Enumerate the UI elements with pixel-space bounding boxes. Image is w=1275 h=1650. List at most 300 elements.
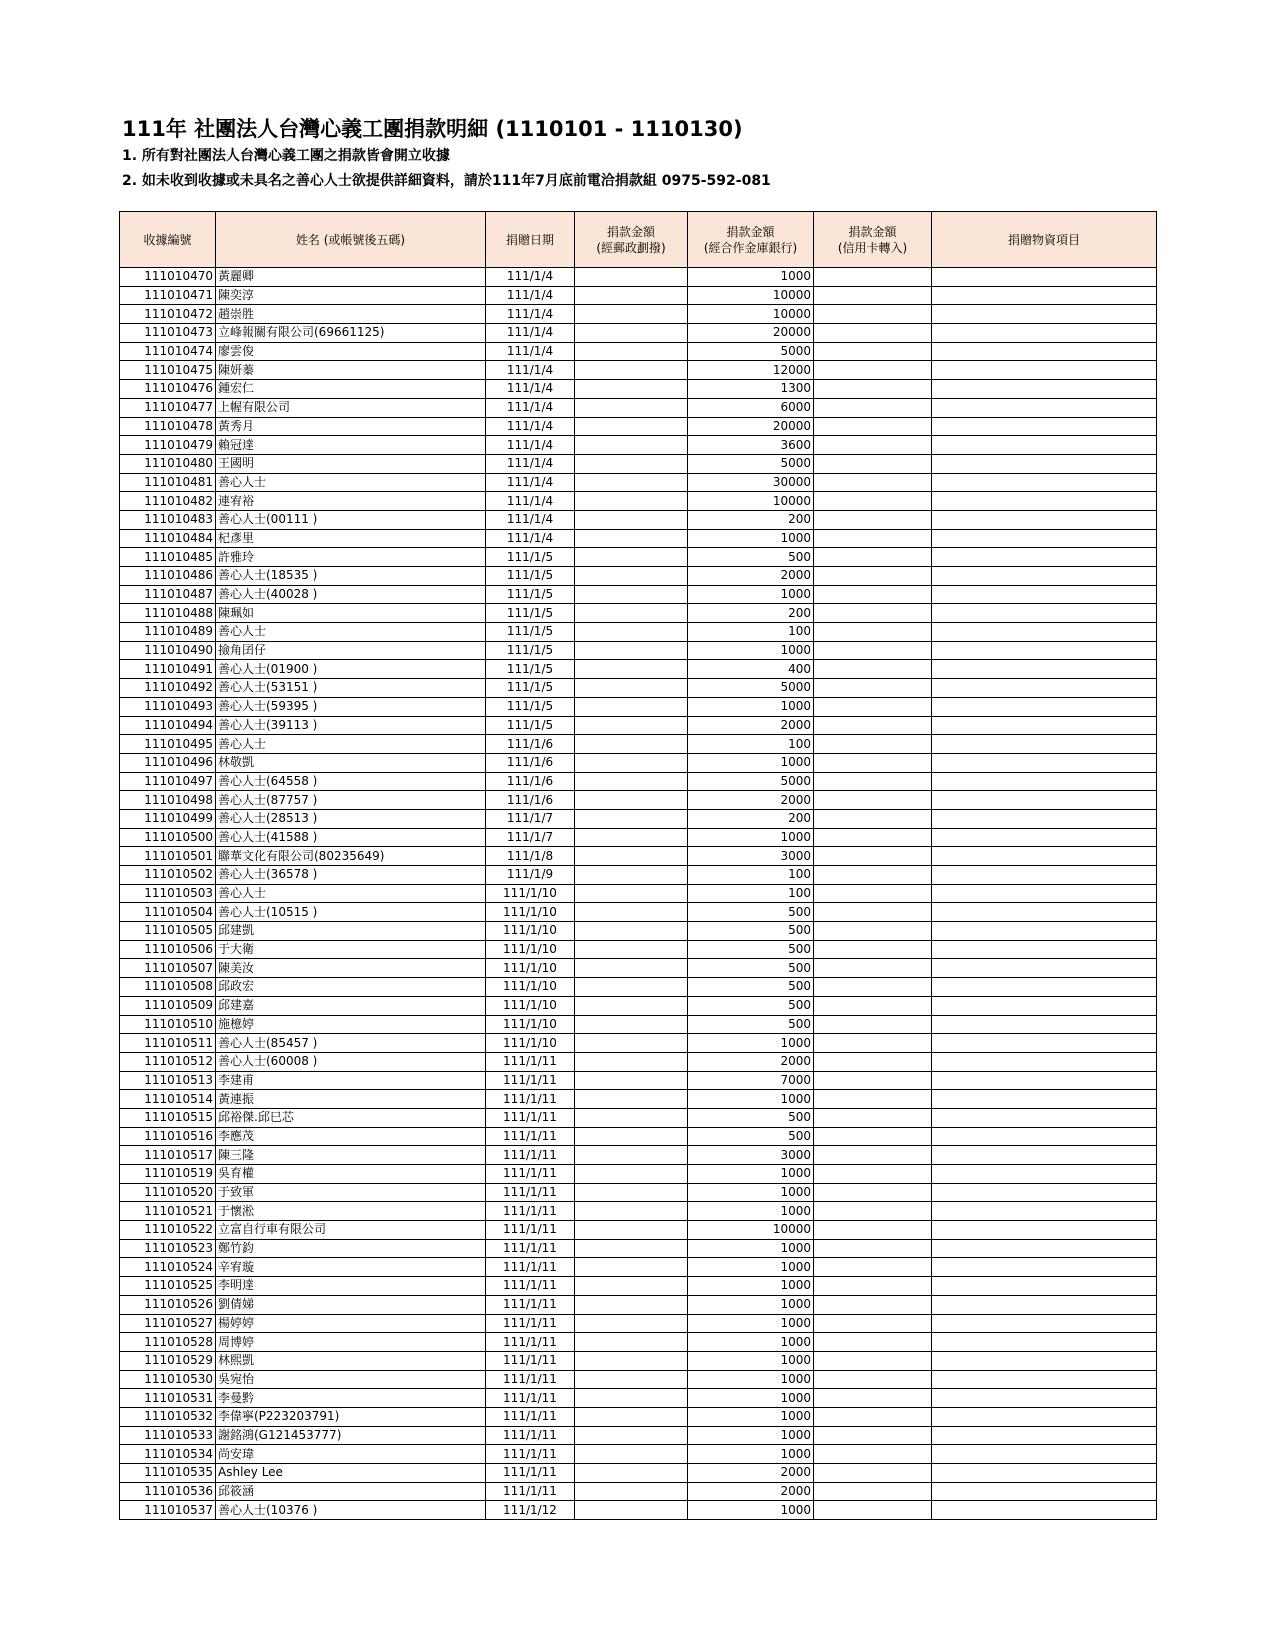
cell-goods: [932, 454, 1157, 473]
cell-amount-postal: [575, 922, 688, 941]
cell-date: 111/1/4: [486, 268, 575, 287]
cell-goods: [932, 940, 1157, 959]
cell-date: 111/1/5: [486, 716, 575, 735]
cell-receipt-no: 111010494: [120, 716, 216, 735]
cell-date: 111/1/11: [486, 1482, 575, 1501]
cell-date: 111/1/5: [486, 641, 575, 660]
cell-amount-credit-card: [814, 604, 932, 623]
cell-goods: [932, 324, 1157, 343]
table-row: [120, 1277, 1157, 1296]
cell-amount-credit-card: [814, 735, 932, 754]
cell-amount-postal: [575, 828, 688, 847]
table-row: [120, 1034, 1157, 1053]
cell-date: 111/1/6: [486, 753, 575, 772]
cell-date: 111/1/11: [486, 1221, 575, 1240]
cell-amount-postal: [575, 1501, 688, 1520]
cell-receipt-no: 111010481: [120, 473, 216, 492]
cell-name: 陳奕淳: [216, 286, 486, 305]
cell-receipt-no: 111010517: [120, 1146, 216, 1165]
table-row: [120, 324, 1157, 343]
cell-amount-credit-card: [814, 809, 932, 828]
cell-amount-credit-card: [814, 268, 932, 287]
cell-amount-credit-card: [814, 1127, 932, 1146]
cell-amount-credit-card: [814, 697, 932, 716]
cell-amount-credit-card: [814, 1482, 932, 1501]
cell-amount-bank: 1000: [688, 1277, 814, 1296]
cell-amount-bank: 1000: [688, 697, 814, 716]
table-row: [120, 604, 1157, 623]
table-row: [120, 492, 1157, 511]
cell-name: 楊婷婷: [216, 1314, 486, 1333]
cell-name: 善心人士(53151 ): [216, 679, 486, 698]
cell-amount-bank: 100: [688, 866, 814, 885]
cell-goods: [932, 1389, 1157, 1408]
cell-amount-bank: 3000: [688, 847, 814, 866]
cell-date: 111/1/5: [486, 604, 575, 623]
cell-date: 111/1/11: [486, 1127, 575, 1146]
cell-name: 善心人士(18535 ): [216, 567, 486, 586]
cell-date: 111/1/4: [486, 510, 575, 529]
cell-amount-bank: 500: [688, 1108, 814, 1127]
cell-receipt-no: 111010525: [120, 1277, 216, 1296]
cell-date: 111/1/11: [486, 1090, 575, 1109]
table-row: [120, 772, 1157, 791]
cell-name: 立富自行車有限公司: [216, 1221, 486, 1240]
cell-amount-postal: [575, 1052, 688, 1071]
cell-receipt-no: 111010488: [120, 604, 216, 623]
cell-receipt-no: 111010495: [120, 735, 216, 754]
table-row: [120, 1146, 1157, 1165]
table-row: [120, 567, 1157, 586]
cell-amount-bank: 10000: [688, 492, 814, 511]
table-row: [120, 268, 1157, 287]
cell-name: 謝銘鴻(G121453777): [216, 1426, 486, 1445]
cell-amount-credit-card: [814, 1258, 932, 1277]
cell-name: 賴冠達: [216, 436, 486, 455]
table-row: [120, 922, 1157, 941]
cell-amount-bank: 1300: [688, 380, 814, 399]
cell-amount-bank: 5000: [688, 679, 814, 698]
cell-amount-postal: [575, 473, 688, 492]
cell-amount-postal: [575, 1277, 688, 1296]
cell-name: 善心人士: [216, 884, 486, 903]
table-row: [120, 903, 1157, 922]
cell-receipt-no: 111010524: [120, 1258, 216, 1277]
cell-date: 111/1/10: [486, 1015, 575, 1034]
table-row: [120, 1464, 1157, 1483]
cell-goods: [932, 1258, 1157, 1277]
cell-receipt-no: 111010514: [120, 1090, 216, 1109]
cell-date: 111/1/4: [486, 305, 575, 324]
cell-amount-bank: 100: [688, 623, 814, 642]
cell-goods: [932, 735, 1157, 754]
cell-amount-credit-card: [814, 1351, 932, 1370]
cell-amount-postal: [575, 791, 688, 810]
cell-receipt-no: 111010470: [120, 268, 216, 287]
cell-goods: [932, 1370, 1157, 1389]
cell-amount-credit-card: [814, 1389, 932, 1408]
cell-goods: [932, 641, 1157, 660]
cell-goods: [932, 342, 1157, 361]
cell-amount-credit-card: [814, 361, 932, 380]
cell-amount-bank: 10000: [688, 305, 814, 324]
table-row: [120, 1370, 1157, 1389]
cell-date: 111/1/10: [486, 922, 575, 941]
cell-name: 劉倩娣: [216, 1295, 486, 1314]
cell-goods: [932, 996, 1157, 1015]
cell-amount-credit-card: [814, 959, 932, 978]
cell-goods: [932, 1407, 1157, 1426]
cell-amount-bank: 1000: [688, 1202, 814, 1221]
cell-name: 陳三隆: [216, 1146, 486, 1165]
cell-amount-credit-card: [814, 473, 932, 492]
cell-date: 111/1/4: [486, 398, 575, 417]
cell-name: 杞彥里: [216, 529, 486, 548]
cell-amount-bank: 2000: [688, 791, 814, 810]
cell-goods: [932, 1202, 1157, 1221]
cell-amount-postal: [575, 1127, 688, 1146]
cell-amount-credit-card: [814, 1277, 932, 1296]
cell-amount-bank: 3000: [688, 1146, 814, 1165]
table-row: [120, 847, 1157, 866]
cell-receipt-no: 111010506: [120, 940, 216, 959]
cell-name: 善心人士(39113 ): [216, 716, 486, 735]
cell-amount-bank: 1000: [688, 1370, 814, 1389]
table-row: [120, 884, 1157, 903]
table-row: [120, 753, 1157, 772]
cell-amount-postal: [575, 268, 688, 287]
cell-amount-bank: 1000: [688, 1090, 814, 1109]
cell-amount-bank: 100: [688, 884, 814, 903]
cell-receipt-no: 111010511: [120, 1034, 216, 1053]
cell-amount-credit-card: [814, 1464, 932, 1483]
cell-amount-credit-card: [814, 1501, 932, 1520]
cell-amount-credit-card: [814, 1165, 932, 1184]
cell-amount-credit-card: [814, 1034, 932, 1053]
cell-goods: [932, 286, 1157, 305]
cell-goods: [932, 473, 1157, 492]
cell-receipt-no: 111010474: [120, 342, 216, 361]
table-row: [120, 342, 1157, 361]
cell-amount-postal: [575, 286, 688, 305]
cell-name: 陳珮如: [216, 604, 486, 623]
cell-amount-bank: 1000: [688, 529, 814, 548]
cell-goods: [932, 1165, 1157, 1184]
cell-date: 111/1/11: [486, 1389, 575, 1408]
cell-name: 連宥裕: [216, 492, 486, 511]
cell-name: 邱建嘉: [216, 996, 486, 1015]
cell-name: 黃麗卿: [216, 268, 486, 287]
cell-goods: [932, 1501, 1157, 1520]
cell-amount-postal: [575, 529, 688, 548]
cell-receipt-no: 111010522: [120, 1221, 216, 1240]
cell-amount-postal: [575, 716, 688, 735]
cell-name: 于致軍: [216, 1183, 486, 1202]
cell-receipt-no: 111010480: [120, 454, 216, 473]
cell-date: 111/1/11: [486, 1370, 575, 1389]
cell-date: 111/1/10: [486, 903, 575, 922]
table-row: [120, 716, 1157, 735]
cell-date: 111/1/11: [486, 1426, 575, 1445]
cell-amount-postal: [575, 1482, 688, 1501]
table-row: [120, 1482, 1157, 1501]
cell-amount-bank: 5000: [688, 454, 814, 473]
cell-amount-postal: [575, 1370, 688, 1389]
cell-receipt-no: 111010503: [120, 884, 216, 903]
cell-amount-credit-card: [814, 828, 932, 847]
cell-name: 周博婷: [216, 1333, 486, 1352]
cell-amount-credit-card: [814, 1221, 932, 1240]
cell-amount-credit-card: [814, 510, 932, 529]
cell-goods: [932, 1445, 1157, 1464]
cell-receipt-no: 111010520: [120, 1183, 216, 1202]
cell-amount-credit-card: [814, 585, 932, 604]
table-row: [120, 1015, 1157, 1034]
cell-amount-postal: [575, 809, 688, 828]
cell-date: 111/1/6: [486, 791, 575, 810]
cell-date: 111/1/5: [486, 585, 575, 604]
cell-goods: [932, 548, 1157, 567]
cell-date: 111/1/5: [486, 697, 575, 716]
cell-receipt-no: 111010528: [120, 1333, 216, 1352]
cell-receipt-no: 111010516: [120, 1127, 216, 1146]
cell-amount-bank: 100: [688, 735, 814, 754]
cell-amount-bank: 1000: [688, 1258, 814, 1277]
table-row: [120, 1108, 1157, 1127]
cell-amount-bank: 500: [688, 903, 814, 922]
cell-name: 立峰報關有限公司(69661125): [216, 324, 486, 343]
table-row: [120, 1389, 1157, 1408]
cell-amount-postal: [575, 1426, 688, 1445]
cell-receipt-no: 111010496: [120, 753, 216, 772]
table-row: [120, 585, 1157, 604]
cell-receipt-no: 111010486: [120, 567, 216, 586]
table-row: [120, 398, 1157, 417]
cell-name: 上幄有限公司: [216, 398, 486, 417]
cell-goods: [932, 529, 1157, 548]
cell-receipt-no: 111010491: [120, 660, 216, 679]
cell-name: 黃連振: [216, 1090, 486, 1109]
cell-amount-bank: 1000: [688, 268, 814, 287]
cell-goods: [932, 380, 1157, 399]
table-row: [120, 1165, 1157, 1184]
cell-amount-postal: [575, 1407, 688, 1426]
header-amount-bank: 捐款金額 (經合作金庫銀行): [688, 212, 814, 268]
table-row: [120, 1407, 1157, 1426]
cell-date: 111/1/10: [486, 1034, 575, 1053]
cell-amount-credit-card: [814, 548, 932, 567]
table-row: [120, 454, 1157, 473]
donation-table: [119, 211, 1157, 1520]
cell-date: 111/1/5: [486, 567, 575, 586]
cell-date: 111/1/5: [486, 548, 575, 567]
cell-amount-postal: [575, 959, 688, 978]
cell-receipt-no: 111010489: [120, 623, 216, 642]
cell-name: 黃秀月: [216, 417, 486, 436]
cell-amount-credit-card: [814, 772, 932, 791]
table-row: [120, 641, 1157, 660]
cell-goods: [932, 1108, 1157, 1127]
cell-amount-credit-card: [814, 791, 932, 810]
cell-goods: [932, 1146, 1157, 1165]
cell-amount-bank: 500: [688, 1015, 814, 1034]
cell-goods: [932, 884, 1157, 903]
cell-amount-postal: [575, 1108, 688, 1127]
header-name: 姓名 (或帳號後五碼): [216, 212, 486, 268]
cell-amount-postal: [575, 1015, 688, 1034]
cell-date: 111/1/4: [486, 286, 575, 305]
cell-name: 吳宛怡: [216, 1370, 486, 1389]
cell-amount-credit-card: [814, 1314, 932, 1333]
table-row: [120, 1183, 1157, 1202]
cell-name: 林敬凱: [216, 753, 486, 772]
cell-name: 善心人士(36578 ): [216, 866, 486, 885]
cell-amount-postal: [575, 903, 688, 922]
cell-goods: [932, 809, 1157, 828]
cell-goods: [932, 716, 1157, 735]
cell-goods: [932, 1015, 1157, 1034]
table-row: [120, 679, 1157, 698]
cell-name: 善心人士(87757 ): [216, 791, 486, 810]
cell-date: 111/1/10: [486, 940, 575, 959]
table-row: [120, 1071, 1157, 1090]
cell-amount-postal: [575, 1314, 688, 1333]
cell-name: 陳美汝: [216, 959, 486, 978]
cell-amount-bank: 2000: [688, 1052, 814, 1071]
cell-name: 于大衛: [216, 940, 486, 959]
cell-date: 111/1/11: [486, 1165, 575, 1184]
cell-date: 111/1/9: [486, 866, 575, 885]
cell-date: 111/1/6: [486, 735, 575, 754]
cell-amount-credit-card: [814, 716, 932, 735]
cell-name: 許雅玲: [216, 548, 486, 567]
cell-amount-postal: [575, 866, 688, 885]
cell-amount-postal: [575, 585, 688, 604]
cell-name: 李應茂: [216, 1127, 486, 1146]
cell-amount-postal: [575, 772, 688, 791]
cell-receipt-no: 111010482: [120, 492, 216, 511]
cell-receipt-no: 111010477: [120, 398, 216, 417]
cell-goods: [932, 866, 1157, 885]
cell-receipt-no: 111010509: [120, 996, 216, 1015]
cell-amount-bank: 1000: [688, 1426, 814, 1445]
table-row: [120, 828, 1157, 847]
cell-amount-postal: [575, 1295, 688, 1314]
cell-date: 111/1/5: [486, 679, 575, 698]
table-row: [120, 623, 1157, 642]
table-row: [120, 473, 1157, 492]
cell-date: 111/1/4: [486, 492, 575, 511]
cell-amount-credit-card: [814, 286, 932, 305]
cell-amount-bank: 500: [688, 940, 814, 959]
table-row: [120, 510, 1157, 529]
cell-receipt-no: 111010493: [120, 697, 216, 716]
cell-date: 111/1/11: [486, 1108, 575, 1127]
cell-amount-postal: [575, 604, 688, 623]
cell-amount-bank: 6000: [688, 398, 814, 417]
cell-date: 111/1/4: [486, 342, 575, 361]
cell-name: 善心人士(01900 ): [216, 660, 486, 679]
cell-receipt-no: 111010521: [120, 1202, 216, 1221]
cell-name: 善心人士(10376 ): [216, 1501, 486, 1520]
cell-amount-bank: 7000: [688, 1071, 814, 1090]
cell-date: 111/1/6: [486, 772, 575, 791]
cell-date: 111/1/11: [486, 1464, 575, 1483]
cell-goods: [932, 847, 1157, 866]
cell-goods: [932, 567, 1157, 586]
cell-goods: [932, 1071, 1157, 1090]
cell-receipt-no: 111010498: [120, 791, 216, 810]
cell-date: 111/1/11: [486, 1333, 575, 1352]
cell-amount-bank: 500: [688, 978, 814, 997]
cell-goods: [932, 903, 1157, 922]
cell-amount-bank: 30000: [688, 473, 814, 492]
cell-amount-postal: [575, 847, 688, 866]
cell-amount-bank: 1000: [688, 1389, 814, 1408]
cell-amount-credit-card: [814, 660, 932, 679]
cell-amount-postal: [575, 436, 688, 455]
table-row: [120, 529, 1157, 548]
cell-amount-bank: 1000: [688, 753, 814, 772]
cell-receipt-no: 111010505: [120, 922, 216, 941]
table-row: [120, 1351, 1157, 1370]
table-row: [120, 1258, 1157, 1277]
cell-goods: [932, 959, 1157, 978]
table-row: [120, 1295, 1157, 1314]
cell-name: 鍾宏仁: [216, 380, 486, 399]
cell-amount-credit-card: [814, 753, 932, 772]
table-row: [120, 1445, 1157, 1464]
cell-amount-credit-card: [814, 1202, 932, 1221]
cell-name: 善心人士(59395 ): [216, 697, 486, 716]
cell-goods: [932, 1464, 1157, 1483]
cell-amount-credit-card: [814, 1426, 932, 1445]
cell-amount-postal: [575, 567, 688, 586]
cell-amount-credit-card: [814, 978, 932, 997]
cell-goods: [932, 828, 1157, 847]
cell-goods: [932, 1351, 1157, 1370]
cell-amount-bank: 20000: [688, 417, 814, 436]
cell-date: 111/1/4: [486, 324, 575, 343]
cell-amount-bank: 12000: [688, 361, 814, 380]
cell-date: 111/1/11: [486, 1239, 575, 1258]
cell-goods: [932, 1333, 1157, 1352]
cell-name: 吳育權: [216, 1165, 486, 1184]
table-row: [120, 380, 1157, 399]
table-row: [120, 1501, 1157, 1520]
cell-receipt-no: 111010478: [120, 417, 216, 436]
cell-goods: [932, 660, 1157, 679]
cell-goods: [932, 1034, 1157, 1053]
cell-amount-bank: 5000: [688, 772, 814, 791]
cell-receipt-no: 111010527: [120, 1314, 216, 1333]
cell-receipt-no: 111010473: [120, 324, 216, 343]
cell-name: 善心人士(10515 ): [216, 903, 486, 922]
cell-name: 善心人士(00111 ): [216, 510, 486, 529]
cell-date: 111/1/11: [486, 1071, 575, 1090]
cell-goods: [932, 978, 1157, 997]
cell-date: 111/1/10: [486, 978, 575, 997]
cell-amount-postal: [575, 1333, 688, 1352]
cell-date: 111/1/8: [486, 847, 575, 866]
cell-amount-bank: 1000: [688, 641, 814, 660]
cell-amount-bank: 200: [688, 809, 814, 828]
cell-date: 111/1/4: [486, 361, 575, 380]
cell-date: 111/1/4: [486, 529, 575, 548]
cell-name: 趙崇胜: [216, 305, 486, 324]
cell-date: 111/1/5: [486, 660, 575, 679]
cell-amount-credit-card: [814, 1015, 932, 1034]
